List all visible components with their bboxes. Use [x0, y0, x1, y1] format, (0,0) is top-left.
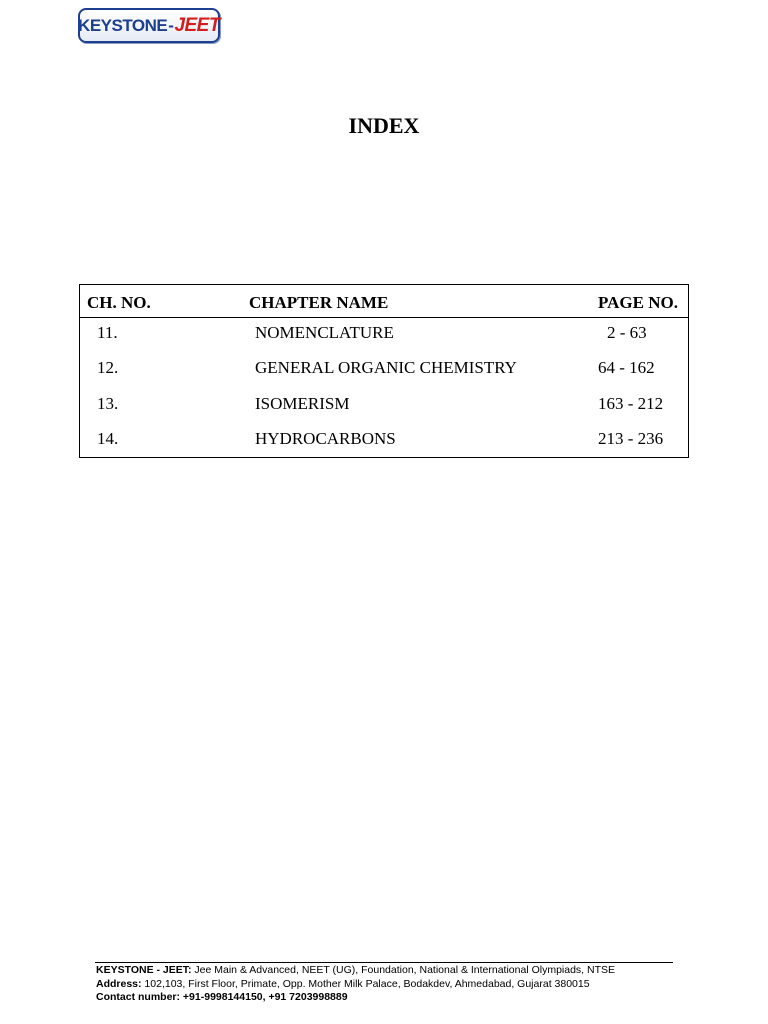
logo-dash: -: [168, 15, 174, 35]
footer-line-address: [96, 978, 615, 992]
header-page-no: PAGE NO.: [598, 293, 678, 312]
page-title: INDEX: [348, 113, 420, 138]
footer-address-text: 102,103, First Floor, Primate, Opp. Mother Milk Palace, Bodakdev, Ahmedabad, Gujarat 380015: [141, 977, 590, 990]
row-page-range: 213 - 236: [598, 429, 664, 448]
row-chapter-no: 14.: [97, 429, 119, 448]
footer-line-contact: [96, 991, 615, 1005]
row-chapter-no: 13.: [97, 394, 119, 413]
footer-contact-text: Contact number: +91-9998144150, +91 7203998889: [96, 991, 348, 1003]
keystone-jeet-logo: [78, 8, 220, 43]
header-divider: [80, 317, 688, 318]
row-chapter-no: 12.: [97, 358, 119, 377]
row-page-range: 163 - 212: [598, 394, 664, 413]
footer-address-label: Address:: [96, 977, 142, 990]
footer-institute-text: Jee Main & Advanced, NEET (UG), Foundation, National & International Olympiads, NTSE: [191, 964, 616, 976]
row-page-range: 2 - 63: [607, 323, 647, 342]
row-chapter-name: ISOMERISM: [255, 394, 350, 413]
page-footer: [96, 964, 615, 1005]
logo-jeet-text: JEET: [174, 14, 220, 36]
row-chapter-name: NOMENCLATURE: [255, 323, 394, 342]
footer-divider: [95, 962, 673, 963]
header-chapter-name: CHAPTER NAME: [249, 293, 389, 312]
index-table: [79, 284, 689, 458]
row-chapter-no: 11.: [97, 323, 118, 342]
row-page-range: 64 - 162: [598, 358, 655, 377]
row-chapter-name: GENERAL ORGANIC CHEMISTRY: [255, 358, 517, 377]
footer-institute-label: KEYSTONE - JEET:: [96, 964, 192, 976]
footer-line-institute: [96, 964, 615, 978]
row-chapter-name: HYDROCARBONS: [255, 429, 396, 448]
logo-keystone-text: KEYSTONE: [78, 15, 168, 35]
header-chapter-no: CH. NO.: [87, 293, 151, 312]
